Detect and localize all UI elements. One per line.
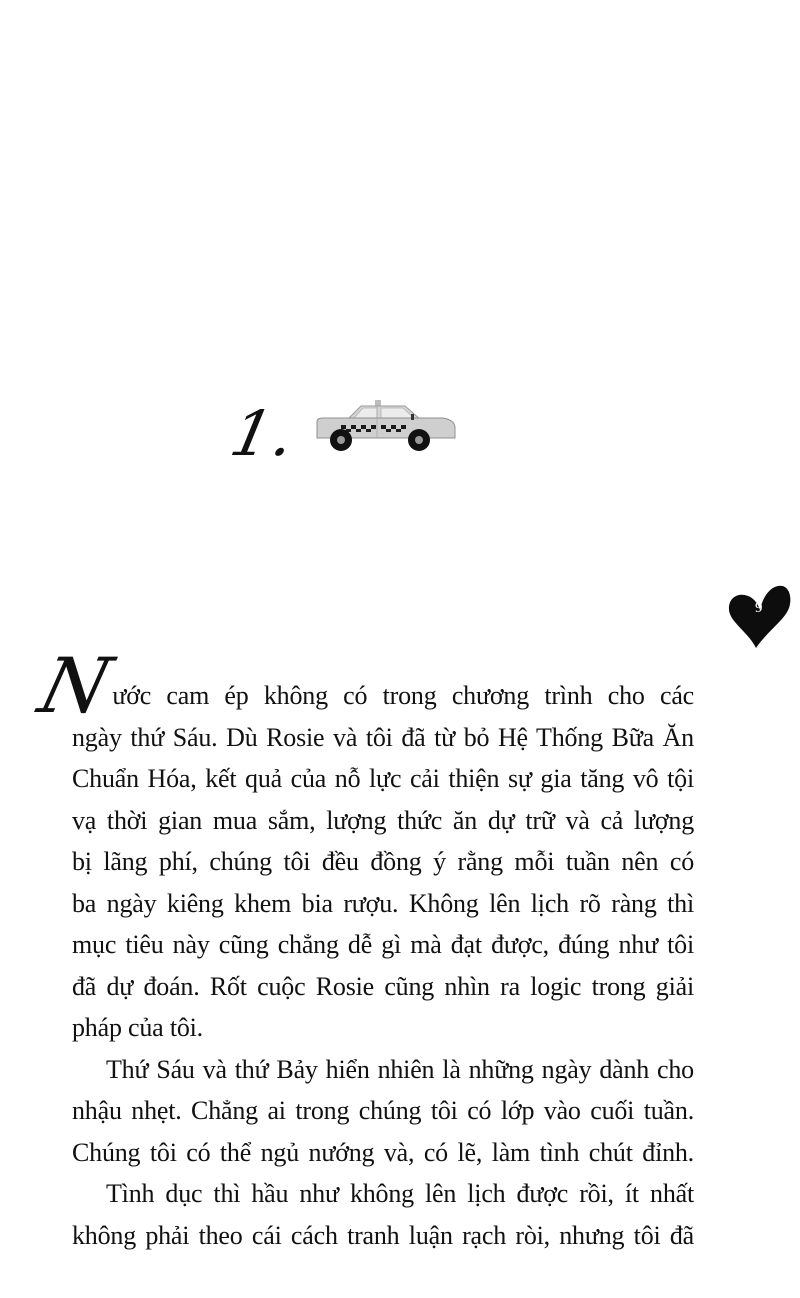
paragraph-line: Thứ Sáu và thứ Bảy hiển nhiên là những ngày dành cho [106,1054,694,1084]
paragraph-line: ngày thứ Sáu. Dù Rosie và tôi đã từ bỏ Hệ Thống Bữa Ăn [72,722,694,752]
chapter-body-text [31,640,694,1256]
paragraph-line: Chuẩn Hóa, kết quả của nỗ lực cải thiện sự gia tăng vô tội [72,764,694,793]
paragraph-line: Tình dục thì hầu như không lên lịch được rồi, ít nhất [106,1179,694,1208]
paragraph-3 [72,1173,694,1256]
drop-cap: N [31,641,120,730]
page-number-marker [726,582,792,652]
paragraph-2 [72,1049,694,1174]
paragraph-line: Chúng tôi có thể ngủ nướng và, có lẽ, làm tình chút đỉnh. [72,1137,694,1167]
paragraph-line: bị lãng phí, chúng tôi đều đồng ý rằng mỗi tuần nên có [72,847,694,876]
heart-icon [726,582,792,652]
paragraph-line: N ước cam ép không có trong chương trình cho các [31,641,694,730]
paragraph-line: mục tiêu này cũng chẳng dễ gì mà đạt được, đúng như tôi [72,930,694,959]
paragraph-1 [31,640,694,1049]
paragraph-line: không phải theo cái cách tranh luận rạch ròi, nhưng tôi đã [72,1220,694,1250]
chapter-heading [224,397,459,470]
taxi-cab-icon [313,398,459,463]
chapter-number: 1. [224,397,304,470]
paragraph-line: nhậu nhẹt. Chẳng ai trong chúng tôi có lớp vào cuối tuần. [72,1096,694,1125]
paragraph-line: vạ thời gian mua sắm, lượng thức ăn dự trữ và cả lượng [72,805,694,835]
page-number: 9 [755,600,763,616]
paragraph-line: đã dự đoán. Rốt cuộc Rosie cũng nhìn ra logic trong giải [72,971,694,1001]
paragraph-line: ba ngày kiêng khem bia rượu. Không lên lịch rõ ràng thì [72,888,694,918]
paragraph-line: pháp của tôi. [72,1013,203,1042]
